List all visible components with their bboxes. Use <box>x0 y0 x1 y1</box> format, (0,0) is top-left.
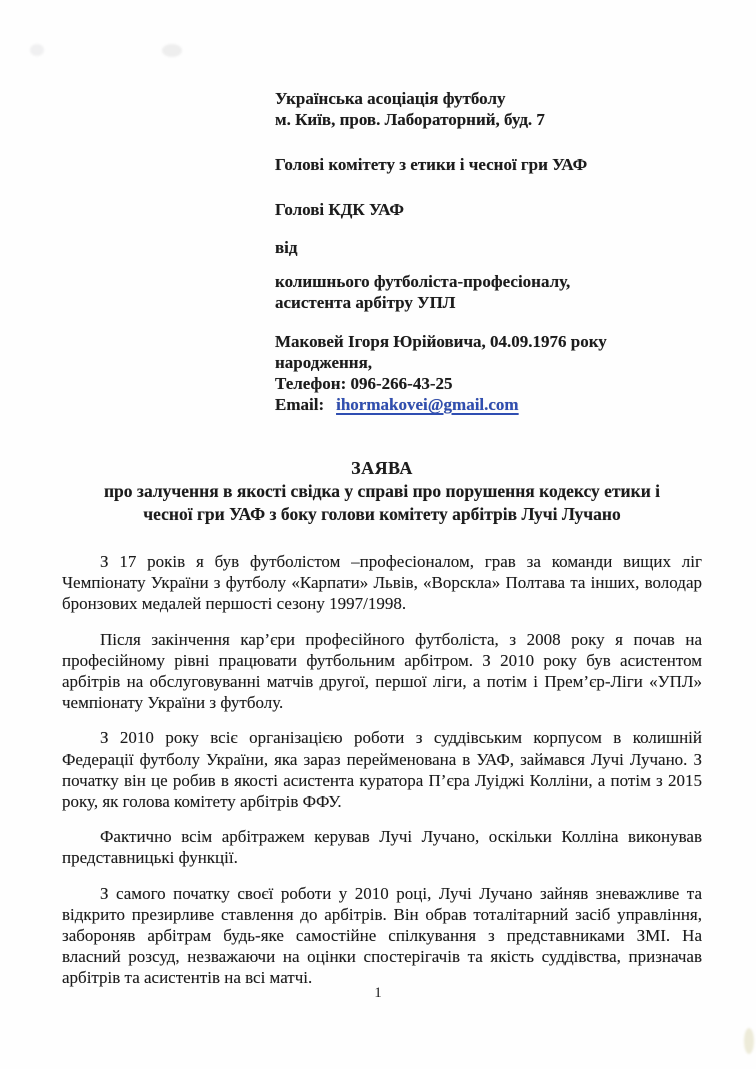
from-label: від <box>275 238 298 257</box>
sender-name-line1: Маковей Ігоря Юрійовича, 04.09.1976 року <box>275 332 607 351</box>
body-paragraph: З 2010 року всіє організацією роботи з суддівським корпусом в колишній Федерації футболу України, яка зараз перейменована в УАФ, займався Лучі Лучано. З початку він це робив в якості асистента куратора П’єра Луіджі Колліни, а потім з 2015 року, як голова комітету арбітрів ФФУ. <box>62 728 702 812</box>
email-link[interactable]: ihormakovei@gmail.com <box>336 395 519 414</box>
statement-title: ЗАЯВА <box>351 458 413 478</box>
body-paragraph: З 17 років я був футболістом –професіоналом, грав за команди вищих ліг Чемпіонату України з футболу «Карпати» Львів, «Ворскла» Полтава та інших, володар бронзових медалей першості сезону 1997/1998. <box>62 552 702 614</box>
statement-body <box>62 551 702 1003</box>
statement-title-block <box>62 457 702 526</box>
recipient-ethics-committee: Голові комітету з етики і чесної гри УАФ <box>275 155 588 174</box>
body-paragraph: Після закінчення кар’єри професійного футболіста, з 2008 року я почав на професійному рівні працювати футбольним арбітром. З 2010 року був асистентом арбітрів на обслуговуванні матчів другої, першої ліги, а потім і Прем’єр-Ліги «УПЛ» чемпіонату України з футболу. <box>62 629 702 713</box>
statement-subtitle-line1: про залучення в якості свідка у справі про порушення кодексу етики і <box>103 481 661 501</box>
sender-name-line2: народження, <box>275 353 373 372</box>
letterhead-block <box>275 88 695 415</box>
statement-subtitle-line2: чесної гри УАФ з боку голови комітету арбітрів Лучі Лучано <box>143 504 621 524</box>
sender-phone: Телефон: 096-266-43-25 <box>275 374 453 393</box>
scan-artifact <box>162 44 182 57</box>
sender-email-row <box>275 394 695 415</box>
recipient-kdk: Голові КДК УАФ <box>275 200 405 219</box>
recipient-org: Українська асоціація футболу <box>275 89 506 108</box>
sender-role-line2: асистента арбітру УПЛ <box>275 293 456 312</box>
scan-artifact <box>744 1028 754 1054</box>
page-number: 1 <box>374 985 382 1001</box>
recipient-address: м. Київ, пров. Лабораторний, буд. 7 <box>275 110 545 129</box>
sender-role-line1: колишнього футболіста-професіоналу, <box>275 272 571 291</box>
scan-artifact <box>30 44 44 56</box>
body-paragraph: З самого початку своєї роботи у 2010 році, Лучі Лучано зайняв зневажливе та відкрито презирливе ставлення до арбітрів. Він обрав тоталітарний засіб управління, забороняв арбітрам будь-яке самостійне спілкування з представниками ЗМІ. На власний розсуд, незважаючи на оцінки спостерігачів та якість суддівства, призначав арбітрів та асистентів на всі матчі. <box>62 883 702 988</box>
email-label: Email: <box>275 395 325 414</box>
body-paragraph: Фактично всім арбітражем керував Лучі Лучано, оскільки Колліна виконував представницькі функції. <box>62 827 702 868</box>
